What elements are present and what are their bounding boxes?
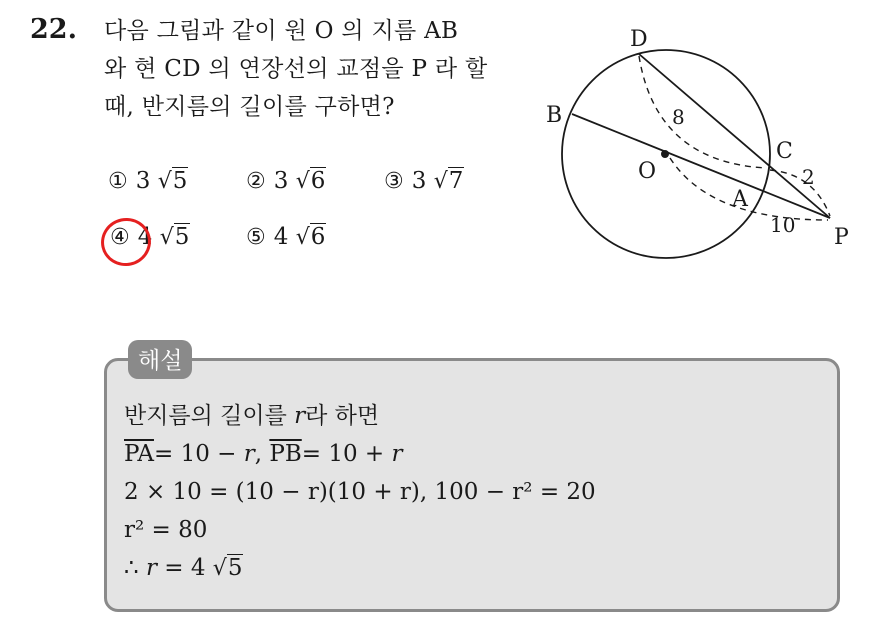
choice-marker: ⑤ [246, 225, 266, 250]
segment-pb: $\overline{PB}$ [269, 441, 302, 467]
choice-radicand: 7 [448, 168, 464, 194]
segment-pa: $\overline{PA}$ [124, 441, 154, 467]
center-point-o [661, 150, 669, 158]
choice-radicand: 6 [310, 168, 326, 194]
sqrt-symbol: √7 [433, 168, 464, 194]
sol-text: = 10 − [153, 441, 244, 467]
sol-text: = 10 + [301, 441, 392, 467]
brace-dc [639, 56, 766, 168]
question-line-1: 다음 그림과 같이 원 O 의 지름 AB [104, 18, 459, 44]
choice-3[interactable] [384, 168, 464, 194]
label-c: C [776, 139, 793, 164]
choice-5[interactable] [246, 224, 326, 250]
sqrt-symbol: √5 [157, 168, 188, 194]
therefore-symbol: ∴ [124, 555, 146, 581]
var-r: r [243, 441, 255, 467]
question-text [104, 12, 524, 126]
circle-diagram [538, 22, 858, 272]
sqrt-symbol: √6 [295, 224, 326, 250]
label-a: A [732, 187, 748, 212]
length-dc: 8 [672, 105, 685, 129]
sol-text: , [254, 441, 270, 467]
solution-line-5 [124, 549, 596, 588]
choice-marker: ④ [110, 225, 130, 250]
choice-radicand: 6 [310, 224, 326, 250]
answer-circle-mark [97, 213, 156, 270]
question-line-2: 와 현 CD 의 연장선의 교점을 P 라 할 [104, 56, 488, 82]
solution-body [124, 397, 596, 588]
choice-marker: ① [108, 169, 128, 194]
question-number: 22. [30, 14, 77, 45]
solution-line-4: r² = 80 [124, 517, 208, 543]
solution-title: 해설 [128, 340, 192, 379]
choice-coef: 3 [411, 168, 427, 194]
solution-line-3: 2 × 10 = (10 − r)(10 + r), 100 − r² = 20 [124, 479, 596, 505]
solution-line-2 [124, 435, 596, 473]
label-d: D [630, 27, 648, 52]
sol-text: 라 하면 [305, 403, 380, 429]
choice-coef: 4 [137, 224, 153, 250]
sol-text: 반지름의 길이를 [124, 403, 295, 429]
choice-radicand: 5 [174, 224, 190, 250]
choice-coef: 4 [273, 224, 289, 250]
sqrt-symbol: √5 [212, 555, 243, 581]
var-r: r [391, 441, 403, 467]
sol-text: = 4 [156, 555, 206, 581]
sqrt-symbol: √6 [295, 168, 326, 194]
choice-marker: ② [246, 169, 266, 194]
label-o: O [638, 159, 657, 184]
choice-2[interactable] [246, 168, 326, 194]
choice-radicand: 5 [172, 168, 188, 194]
solution-line-1 [124, 397, 596, 435]
label-b: B [546, 103, 563, 128]
label-p: P [834, 225, 849, 250]
question-line-3: 때, 반지름의 길이를 구하면? [104, 94, 395, 120]
choice-1[interactable] [108, 168, 188, 194]
var-r: r [294, 403, 306, 429]
answer-radicand: 5 [227, 555, 243, 581]
line-bp [572, 114, 830, 218]
length-cp: 2 [802, 165, 815, 189]
choice-coef: 3 [135, 168, 151, 194]
length-ap: 10 [770, 213, 796, 237]
choice-coef: 3 [273, 168, 289, 194]
var-r: r [145, 555, 157, 581]
sqrt-symbol: √5 [159, 224, 190, 250]
choice-marker: ③ [384, 169, 404, 194]
